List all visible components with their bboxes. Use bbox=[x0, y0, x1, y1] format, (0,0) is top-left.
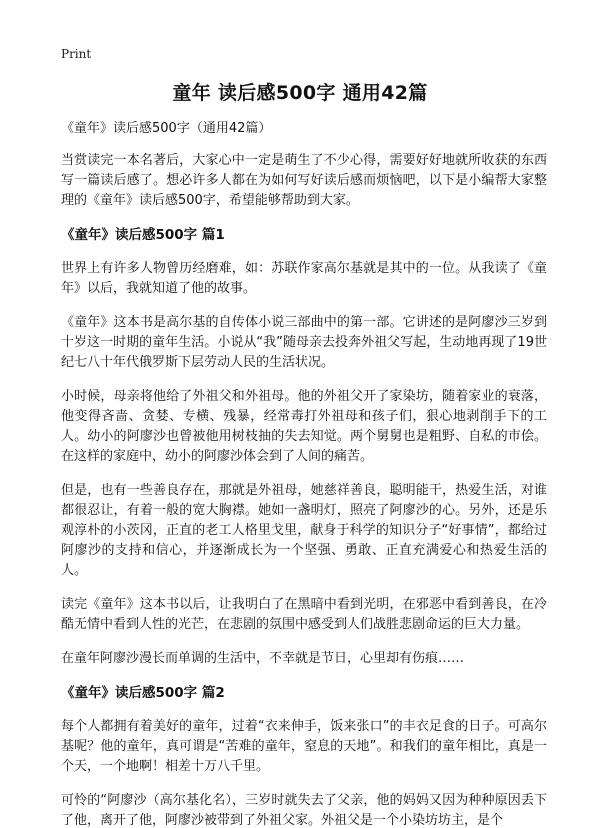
section-paragraph: 读完《童年》这本书以后，让我明白了在黑暗中看到光明，在邪恶中看到善良，在冷酷无情中看到人性的光芒，在悲剧的氛围中感受到人们战胜悲剧命运的巨大力量。 bbox=[61, 597, 547, 632]
section-paragraph: 《童年》这本书是高尔基的自传体小说三部曲中的第一部。它讲述的是阿廖沙三岁到十岁这一时期的童年生活。小说从“我”随母亲去投奔外祖父写起，生动地再现了19世纪七八十年代俄罗斯下层劳动人民的生活状况。 bbox=[61, 315, 547, 370]
section-paragraph: 在童年阿廖沙漫长而单调的生活中，不幸就是节日，心里却有伤痕…… bbox=[61, 651, 465, 666]
section-paragraph: 可怜的“阿廖沙（高尔基化名），三岁时就失去了父亲，他的妈妈又因为种种原因丢下了他，离开了他，阿廖沙被带到了外祖父家。外祖父是一个小染坊坊主，是个 bbox=[61, 793, 547, 828]
section-paragraph: 世界上有许多人物曾历经磨难，如：苏联作家高尔基就是其中的一位。从我读了《童年》以后，我就知道了他的故事。 bbox=[61, 261, 547, 296]
section-paragraph: 每个人都拥有着美好的童年，过着“衣来伸手，饭来张口”的丰衣足食的日子。可高尔基呢？他的童年，真可谓是“苦难的童年，窒息的天地”。和我们的童年相比，真是一个天，一个地啊！相差十万八千里。 bbox=[61, 719, 547, 774]
section-paragraph: 小时候，母亲将他给了外祖父和外祖母。他的外祖父开了家染坊，随着家业的衰落，他变得吝啬、贪婪、专横、残暴，经常毒打外祖母和孩子们，狠心地剥削手下的工人。幼小的阿廖沙也曾被他用树枝抽的失去知觉。两个舅舅也是粗野、自私的市侩。在这样的家庭中，幼小的阿廖沙体会到了人间的痛苦。 bbox=[61, 389, 547, 464]
document-subtitle: 《童年》读后感500字（通用42篇） bbox=[61, 121, 272, 136]
section-heading: 《童年》读后感500字 篇2 bbox=[61, 685, 225, 701]
article-body bbox=[61, 119, 547, 828]
intro-paragraph: 当赏读完一本名著后，大家心中一定是萌生了不少心得，需要好好地就所收获的东西写一篇读后感了。想必许多人都在为如何写好读后感而烦恼吧，以下是小编帮大家整理的《童年》读后感500字，希望能够帮助到大家。 bbox=[61, 153, 547, 208]
section-paragraph: 但是，也有一些善良存在，那就是外祖母，她慈祥善良，聪明能干，热爱生活，对谁都很忍让，有着一般的宽大胸襟。她如一盏明灯，照亮了阿廖沙的心。另外，还是乐观淳朴的小茨冈，正直的老工人格里戈里，献身于科学的知识分子“好事情”，都给过阿廖沙的支持和信心，并逐渐成长为一个坚强、勇敢、正直充满爱心和热爱生活的人。 bbox=[61, 483, 547, 578]
document-title: 童年 读后感500字 通用42篇 bbox=[172, 82, 428, 104]
print-link[interactable]: Print bbox=[61, 47, 92, 61]
section-heading: 《童年》读后感500字 篇1 bbox=[61, 227, 225, 243]
